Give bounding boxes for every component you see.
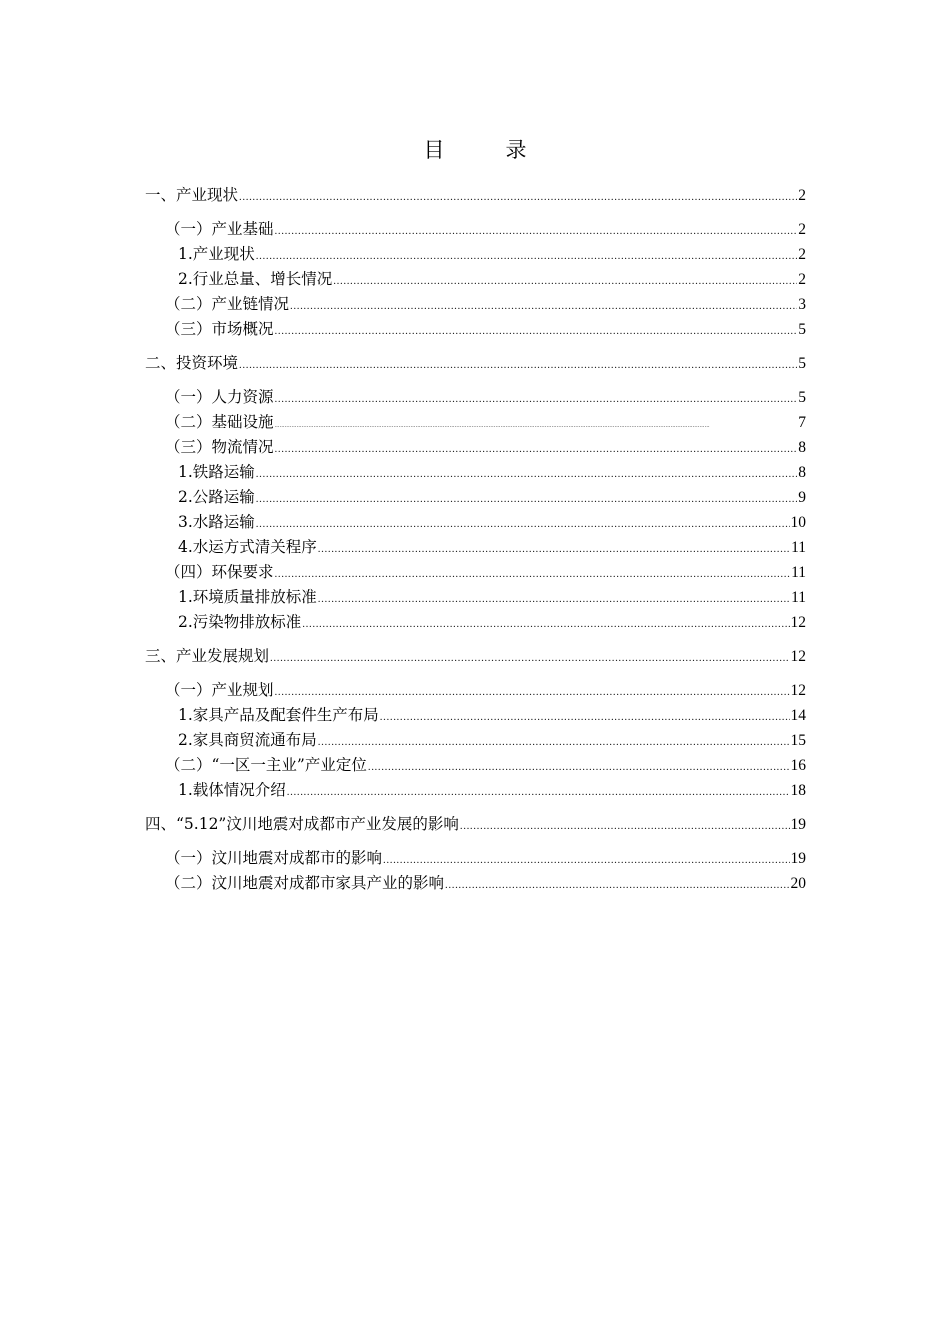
toc-entry-page-number: 8 — [798, 464, 806, 481]
toc-entry-page-number: 7 — [798, 414, 806, 431]
toc-entry-page-number: 3 — [798, 296, 806, 313]
toc-leader-dots — [275, 438, 798, 460]
toc-entry[interactable] — [165, 218, 806, 240]
toc-entry-page-number: 10 — [790, 514, 806, 531]
toc-leader-dots — [333, 270, 797, 292]
toc-entry[interactable] — [178, 729, 806, 751]
toc-entry-page-number: 2 — [798, 187, 806, 204]
toc-entry[interactable] — [145, 813, 806, 835]
toc-leader-dots — [239, 186, 797, 208]
toc-entry-page-number: 18 — [790, 782, 806, 799]
toc-entry-label: 2.行业总量、增长情况 — [178, 270, 333, 288]
toc-entry-label: （三）市场概况 — [165, 320, 274, 338]
toc-entry[interactable] — [165, 386, 806, 408]
toc-entry-page-number: 12 — [790, 648, 806, 665]
toc-entry-label: （二）基础设施 — [165, 413, 274, 431]
toc-entry[interactable] — [165, 561, 806, 583]
toc-entry[interactable] — [165, 872, 806, 894]
toc-entry[interactable] — [145, 184, 806, 206]
toc-leader-dots — [318, 588, 790, 610]
toc-entry[interactable] — [178, 486, 806, 508]
toc-entry-page-number: 19 — [790, 816, 806, 833]
toc-entry[interactable] — [178, 243, 806, 265]
toc-entry-label: 2.污染物排放标准 — [178, 613, 302, 631]
toc-entry-label: 2.公路运输 — [178, 488, 255, 506]
toc-entry-label: 1.产业现状 — [178, 245, 255, 263]
toc-entry[interactable] — [145, 645, 806, 667]
toc-entry-label: 3.水路运输 — [178, 513, 255, 531]
toc-entry[interactable] — [165, 847, 806, 869]
toc-entry-page-number: 11 — [791, 539, 806, 556]
toc-entry-page-number: 19 — [790, 850, 806, 867]
toc-leader-dots — [290, 295, 797, 317]
toc-leader-dots — [256, 513, 790, 535]
toc-entry-page-number: 20 — [790, 875, 806, 892]
toc-entry[interactable] — [178, 536, 806, 558]
toc-entry-label: 1.铁路运输 — [178, 463, 255, 481]
toc-entry-page-number: 14 — [790, 707, 806, 724]
toc-title: 目 录 — [423, 138, 547, 162]
toc-entry[interactable] — [145, 352, 806, 374]
toc-entry-label: 2.家具商贸流通布局 — [178, 731, 317, 749]
toc-leader-dots — [383, 849, 789, 871]
toc-entry-label: （一）产业基础 — [165, 220, 274, 238]
toc-entry-page-number: 11 — [791, 564, 806, 581]
toc-entry[interactable] — [165, 293, 806, 315]
toc-entry-page-number: 2 — [798, 271, 806, 288]
toc-entry-label: 二、投资环境 — [145, 354, 239, 372]
toc-entry-page-number: 5 — [798, 321, 806, 338]
toc-entry[interactable] — [165, 411, 806, 433]
toc-leader-dots — [239, 354, 797, 376]
toc-entry-label: 一、产业现状 — [145, 186, 239, 204]
toc-entry-label: 4.水运方式清关程序 — [178, 538, 317, 556]
toc-entry-page-number: 11 — [791, 589, 806, 606]
toc-leader-dots — [287, 781, 790, 803]
toc-leader-dots — [275, 681, 790, 703]
toc-entry-label: 1.载体情况介绍 — [178, 781, 286, 799]
toc-entry[interactable] — [178, 586, 806, 608]
toc-leader-dots — [275, 388, 798, 410]
toc-leader-dots — [445, 874, 789, 896]
toc-entry-label: （二）“一区一主业”产业定位 — [165, 756, 367, 774]
toc-leader-dots — [368, 756, 790, 778]
toc-entry-label: （四）环保要求 — [165, 563, 274, 581]
toc-leader-dots — [302, 613, 789, 635]
toc-entry-label: （二）汶川地震对成都市家具产业的影响 — [165, 874, 445, 892]
toc-entry[interactable] — [178, 268, 806, 290]
toc-entry-label: 三、产业发展规划 — [145, 647, 270, 665]
toc-entry-label: 1.环境质量排放标准 — [178, 588, 317, 606]
toc-entry[interactable] — [178, 511, 806, 533]
toc-entry-label: （一）人力资源 — [165, 388, 274, 406]
toc-entry-page-number: 15 — [790, 732, 806, 749]
toc-entry-page-number: 12 — [790, 682, 806, 699]
toc-entry[interactable] — [165, 679, 806, 701]
toc-entry-page-number: 5 — [798, 389, 806, 406]
toc-entry-label: （一）汶川地震对成都市的影响 — [165, 849, 383, 867]
toc-entry-label: 1.家具产品及配套件生产布局 — [178, 706, 379, 724]
toc-entry[interactable] — [178, 611, 806, 633]
toc-leader-dots — [318, 731, 790, 753]
toc-entry[interactable] — [178, 461, 806, 483]
toc-leader-dots — [460, 815, 790, 837]
toc-leader-dots — [380, 706, 790, 728]
toc-leader-dots — [256, 488, 797, 510]
toc-entry-page-number: 2 — [798, 221, 806, 238]
toc-entry-label: （一）产业规划 — [165, 681, 274, 699]
toc-leader-dots — [275, 220, 798, 242]
toc-entry[interactable] — [165, 436, 806, 458]
toc-entry[interactable] — [165, 318, 806, 340]
toc-entry-page-number: 8 — [798, 439, 806, 456]
toc-leader-dots — [270, 647, 789, 669]
toc-leader-dots — [256, 245, 797, 267]
toc-entry-page-number: 5 — [798, 355, 806, 372]
toc-entry-label: 四、“5.12”汶川地震对成都市产业发展的影响 — [145, 815, 459, 833]
toc-entry[interactable] — [178, 704, 806, 726]
toc-entry-page-number: 2 — [798, 246, 806, 263]
toc-entry-label: （二）产业链情况 — [165, 295, 290, 313]
toc-entry-page-number: 12 — [790, 614, 806, 631]
toc-entry-page-number: 9 — [798, 489, 806, 506]
toc-entry-page-number: 16 — [790, 757, 806, 774]
toc-leader-dots — [275, 415, 798, 437]
toc-leader-dots — [256, 463, 797, 485]
toc-entry[interactable] — [165, 754, 806, 776]
toc-leader-dots — [318, 538, 790, 560]
toc-entry[interactable] — [178, 779, 806, 801]
toc-entry-label: （三）物流情况 — [165, 438, 274, 456]
toc-leader-dots — [275, 563, 791, 585]
toc-leader-dots — [275, 320, 798, 342]
